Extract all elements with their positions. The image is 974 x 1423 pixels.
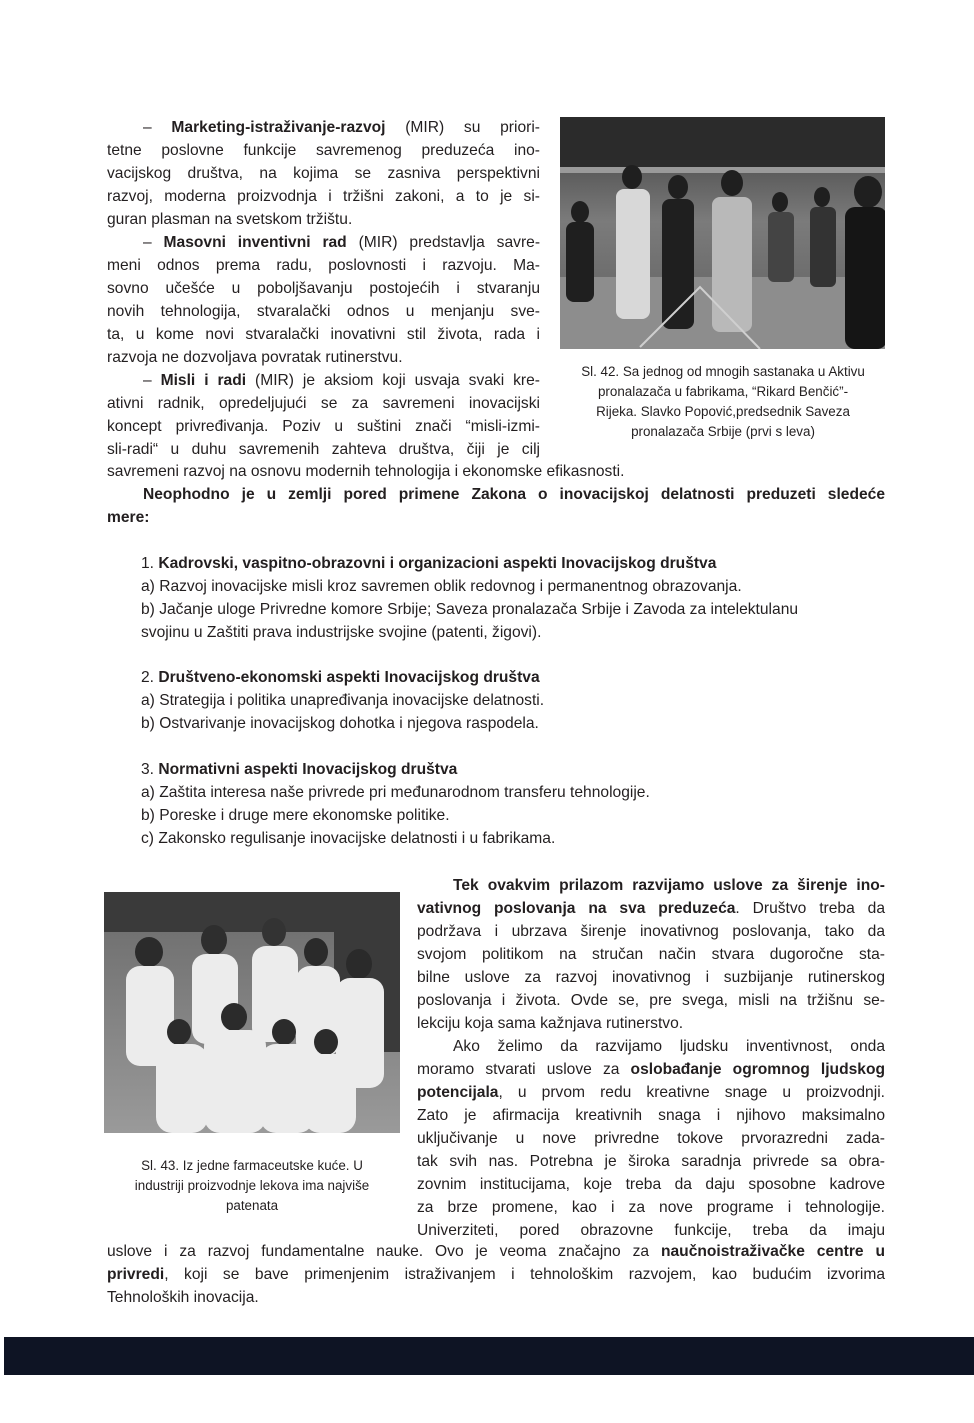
section-2-item-b: b) Ostvarivanje inovacijskog dohotka i njegova raspodela. bbox=[141, 715, 539, 732]
p2-line6: razvoja ne dozvoljava povratak rutinerstvu. bbox=[107, 349, 403, 366]
p1-line3: vacijskog društva, na kojima se zasniva perspektivni bbox=[107, 165, 540, 182]
bp2-line10: uslove i za razvoj fundamentalne nauke. Ovo je veoma značajno za naučnoistraživačke centre u bbox=[107, 1243, 885, 1260]
section-2 bbox=[141, 666, 544, 735]
bp1-line4: svojom politikom na stručan način stvara dugoročne sta- bbox=[417, 946, 885, 963]
bp2-line2: moramo stvarati uslove za oslobađanje ogromnog ljudskog bbox=[417, 1061, 885, 1078]
figure-42-photo bbox=[560, 117, 885, 349]
term-misli: Misli i radi bbox=[160, 372, 247, 389]
footer-bar bbox=[4, 1337, 974, 1375]
bp2-line11: privredi, koji se bave primenjenim istraživanjem i tehnološkim razvojem, kao budućim izvorima bbox=[107, 1266, 885, 1283]
p2-line4: novih tehnologija, stvaralački odnos u menjanju sve- bbox=[107, 303, 540, 320]
section-3-item-b: b) Poreske i druge mere ekonomske politike. bbox=[141, 807, 450, 824]
p3-line5: savremeni razvoj na osnovu modernih tehnologija i ekonomske efikasnosti. bbox=[107, 463, 625, 480]
p2-line2: meni odnos prema radu, poslovnosti i razvoju. Ma- bbox=[107, 257, 540, 274]
bottom-text-column bbox=[417, 874, 885, 1242]
bp1-line1: Tek ovakvim prilazom razvijamo uslove za širenje ino- bbox=[453, 877, 885, 894]
bp2-line12: Tehnoloških inovacija. bbox=[107, 1289, 259, 1306]
bp2-line8: za brze promene, kao i za nove programe i tehnologije. bbox=[417, 1199, 885, 1216]
bp2-line5: uključivanje u nove privredne tokove prvorazredni zada- bbox=[417, 1130, 885, 1147]
bp1-line2: vativnog poslovanja na sva preduzeća. Društvo treba da bbox=[417, 900, 885, 917]
bp1-line3: podržava i ubrzava širenje inovativnog poslovanja, tako da bbox=[417, 923, 885, 940]
section-3-item-a: a) Zaštita interesa naše privrede pri međunarodnom transferu tehnologije. bbox=[141, 784, 650, 801]
measures-intro bbox=[107, 483, 885, 529]
measures-intro-line2: mere: bbox=[107, 509, 150, 526]
p3-line1: – Misli i radi (MIR) je aksiom koji usvaja svaki kre- bbox=[143, 372, 540, 389]
section-3-item-c: c) Zakonsko regulisanje inovacijske delatnosti i u fabrikama. bbox=[141, 830, 556, 847]
measures-intro-line1: Neophodno je u zemlji pored primene Zakona o inovacijskoj delatnosti preduzeti sledeće bbox=[143, 486, 885, 503]
section-1 bbox=[141, 552, 798, 644]
p3-line3: koncept privređivanja. Poziv u suštini znači “misli-izmi- bbox=[107, 418, 540, 435]
section-1-item-b-line2: svojinu u Zaštiti prava industrijske svojine (patenti, žigovi). bbox=[141, 624, 542, 641]
p2-line1: – Masovni inventivni rad (MIR) predstavlja savre- bbox=[143, 234, 541, 251]
term-marketing: Marketing-istraživanje-razvoj bbox=[171, 119, 386, 136]
bp2-line9: Univerziteti, pored obrazovne funkcije, treba da imaju bbox=[417, 1222, 885, 1239]
bottom-full-width-lines bbox=[107, 1240, 885, 1309]
figure-43-caption: Sl. 43. Iz jedne farmaceutske kuće. U industriji proizvodnje lekova ima najviše patenata bbox=[134, 1158, 370, 1213]
bp1-line6: poslovanja i života. Ovde se, pre svega, misli na tržišnu se- bbox=[417, 992, 885, 1009]
p1-line4: razvoj, moderna proizvodnja i tržišni zakoni, a to je si- bbox=[107, 188, 540, 205]
p3-line4: sli-radi“ u duhu savremenih zahteva društva, čiji je cilj bbox=[107, 441, 540, 458]
p1-line1: – Marketing-istraživanje-razvoj (MIR) su priori- bbox=[143, 119, 540, 136]
p3-line2: ativni radnik, opredeljujući se za savremeni inovacijski bbox=[107, 395, 540, 412]
section-2-heading: 2. Društveno-ekonomski aspekti Inovacijskog društva bbox=[141, 669, 540, 686]
section-3 bbox=[141, 758, 650, 850]
section-1-item-a: a) Razvoj inovacijske misli kroz savremen oblik redovnog i permanentnog obrazovanja. bbox=[141, 578, 742, 595]
bp2-line1: Ako želimo da razvijamo ljudsku inventivnost, onda bbox=[453, 1038, 885, 1055]
section-1-heading: 1. Kadrovski, vaspitno-obrazovni i organizacioni aspekti Inovacijskog društva bbox=[141, 555, 717, 572]
bp2-line6: tak svih nas. Potrebna je široka saradnja privrede sa obra- bbox=[417, 1153, 885, 1170]
bp1-line5: bilne uslove za razvoj inovativnog i suzbijanje rutinerskog bbox=[417, 969, 885, 986]
figure-42-caption: Sl. 42. Sa jednog od mnogih sastanaka u Aktivu pronalazača u fabrikama, “Rikard Benčić”- Rijeka. Slavko Popović,predsednik Saveza pronalazača Srbije (prvi s leva) bbox=[581, 364, 865, 439]
p2-line5: ta, u kome novi stvaralački inovativni stil života, rada i bbox=[107, 326, 540, 343]
section-2-item-a: a) Strategija i politika unapređivanja inovacijske delatnosti. bbox=[141, 692, 545, 709]
bp2-line7: zovnim institucijama, koje treba da daju sposobne kadrove bbox=[417, 1176, 885, 1193]
p2-line3: sovno učešće u poboljšavanju postojećih i stvaranju bbox=[107, 280, 540, 297]
p1-line2: tetne poslovne funkcije savremenog preduzeća ino- bbox=[107, 142, 540, 159]
bp2-line3: potencijala, u prvom redu kreativne snage u proizvodnji. bbox=[417, 1084, 885, 1101]
bp1-line7: lekciju koja sama kažnjava rutinerstvo. bbox=[417, 1015, 684, 1032]
term-masovni: Masovni inventivni rad bbox=[163, 234, 347, 251]
laboratory-photo-illustration bbox=[104, 892, 400, 1133]
bp2-line4: Zato je afirmacija kreativnih snaga i njihovo maksimalno bbox=[417, 1107, 885, 1124]
figure-43-photo bbox=[104, 892, 400, 1133]
meeting-photo-illustration bbox=[560, 117, 885, 349]
section-3-heading: 3. Normativni aspekti Inovacijskog društva bbox=[141, 761, 458, 778]
top-text-column bbox=[107, 116, 540, 461]
section-1-item-b-line1: b) Jačanje uloge Privredne komore Srbije; Saveza pronalazača Srbije i Zavoda za intelektulanu bbox=[141, 601, 799, 618]
p1-line5: guran plasman na svetskom tržištu. bbox=[107, 211, 353, 228]
